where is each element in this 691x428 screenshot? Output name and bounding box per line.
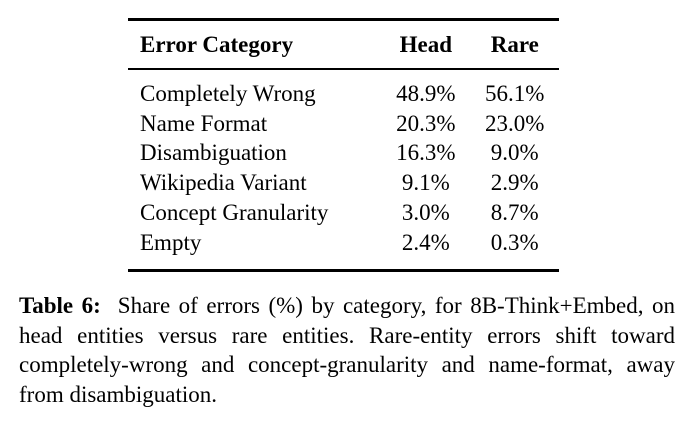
table-row xyxy=(128,79,559,109)
row-head-value: 48.9% xyxy=(396,80,456,106)
row-rare-value: 56.1% xyxy=(485,80,545,106)
table-header-row xyxy=(128,21,559,68)
row-head-value: 2.4% xyxy=(401,229,450,255)
row-head-value: 9.1% xyxy=(401,170,450,196)
table-caption xyxy=(19,291,675,409)
header-head: Head xyxy=(399,31,452,57)
header-error-category: Error Category xyxy=(140,31,294,57)
row-category: Concept Granularity xyxy=(140,200,329,226)
row-category: Wikipedia Variant xyxy=(140,170,307,196)
caption-label: Table 6: xyxy=(19,293,101,318)
row-rare-value: 0.3% xyxy=(490,229,539,255)
row-rare-value: 9.0% xyxy=(490,140,539,166)
table-body xyxy=(128,70,559,269)
row-category: Completely Wrong xyxy=(140,80,316,106)
row-rare-value: 8.7% xyxy=(490,200,539,226)
table-row xyxy=(128,109,559,139)
caption-text: Share of errors (%) by category, for 8B-Think+Embed, on head entities versus rare entities. Rare-entity errors shift toward completely-wrong and concept-granularity and name-format, away from disambiguation. xyxy=(19,293,676,407)
row-head-value: 3.0% xyxy=(401,200,450,226)
row-category: Name Format xyxy=(140,110,268,136)
table-row xyxy=(128,228,559,258)
row-rare-value: 23.0% xyxy=(485,110,545,136)
table-row xyxy=(128,168,559,198)
error-category-table xyxy=(128,18,559,272)
row-rare-value: 2.9% xyxy=(490,170,539,196)
table-bottom-rule xyxy=(128,269,559,272)
table-row xyxy=(128,139,559,169)
row-category: Empty xyxy=(140,229,202,255)
header-rare: Rare xyxy=(490,31,539,57)
row-category: Disambiguation xyxy=(140,140,287,166)
row-head-value: 20.3% xyxy=(396,110,456,136)
table-row xyxy=(128,198,559,228)
row-head-value: 16.3% xyxy=(396,140,456,166)
